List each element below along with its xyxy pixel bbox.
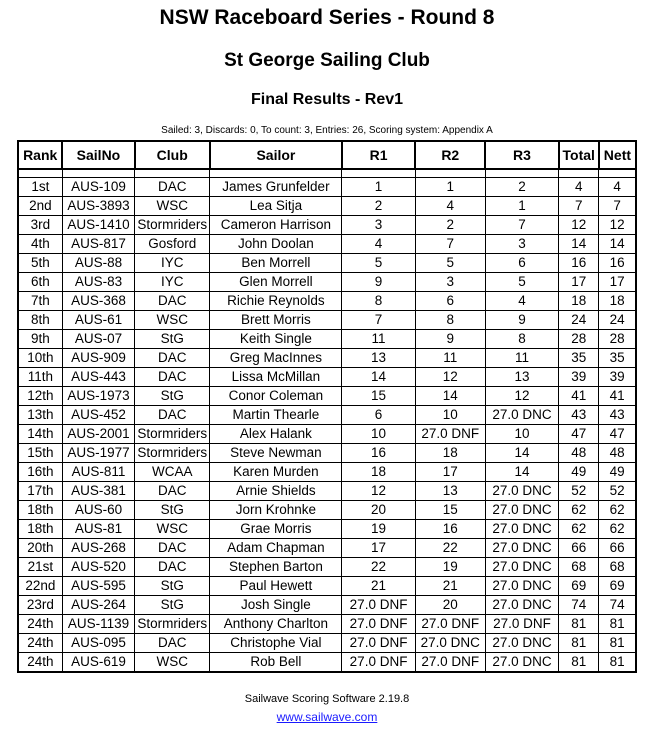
cell-total: 62	[559, 520, 599, 539]
table-row	[18, 444, 636, 463]
cell-rank: 23rd	[18, 596, 62, 615]
cell-nett: 62	[599, 501, 636, 520]
cell-sailor: Josh Single	[210, 596, 342, 615]
col-club-header: Club	[135, 141, 210, 169]
cell-total: 17	[559, 273, 599, 292]
cell-club: DAC	[135, 178, 210, 197]
cell-total: 74	[559, 596, 599, 615]
cell-r2: 13	[415, 482, 485, 501]
cell-r3: 12	[485, 387, 558, 406]
cell-r2: 27.0 DNC	[415, 634, 485, 653]
cell-r1: 10	[342, 425, 415, 444]
cell-sailor: Steve Newman	[210, 444, 342, 463]
sailwave-link[interactable]: www.sailwave.com	[276, 710, 378, 724]
cell-nett: 14	[599, 235, 636, 254]
cell-total: 41	[559, 387, 599, 406]
col-r2-header: R2	[415, 141, 485, 169]
cell-r3: 14	[485, 463, 558, 482]
cell-rank: 4th	[18, 235, 62, 254]
cell-r2: 27.0 DNF	[415, 615, 485, 634]
cell-club: Stormriders	[135, 216, 210, 235]
cell-nett: 16	[599, 254, 636, 273]
cell-club: DAC	[135, 482, 210, 501]
table-row	[18, 197, 636, 216]
cell-rank: 24th	[18, 653, 62, 673]
cell-r1: 20	[342, 501, 415, 520]
cell-rank: 18th	[18, 501, 62, 520]
cell-nett: 18	[599, 292, 636, 311]
table-row	[18, 596, 636, 615]
cell-nett: 81	[599, 615, 636, 634]
cell-r2: 14	[415, 387, 485, 406]
cell-r2: 19	[415, 558, 485, 577]
cell-r2: 9	[415, 330, 485, 349]
cell-sailno: AUS-520	[62, 558, 134, 577]
cell-rank: 22nd	[18, 577, 62, 596]
cell-sailor: James Grunfelder	[210, 178, 342, 197]
table-row	[18, 273, 636, 292]
cell-sailno: AUS-61	[62, 311, 134, 330]
cell-rank: 21st	[18, 558, 62, 577]
table-row	[18, 539, 636, 558]
cell-sailno: AUS-1410	[62, 216, 134, 235]
cell-r1: 5	[342, 254, 415, 273]
cell-club: IYC	[135, 254, 210, 273]
cell-nett: 49	[599, 463, 636, 482]
results-body	[18, 169, 636, 672]
table-row	[18, 235, 636, 254]
cell-nett: 62	[599, 520, 636, 539]
cell-rank: 6th	[18, 273, 62, 292]
table-row	[18, 406, 636, 425]
cell-sailor: Ben Morrell	[210, 254, 342, 273]
cell-club: StG	[135, 596, 210, 615]
col-r1-header: R1	[342, 141, 415, 169]
table-row	[18, 463, 636, 482]
cell-r3: 11	[485, 349, 558, 368]
cell-sailor: Martin Thearle	[210, 406, 342, 425]
cell-total: 16	[559, 254, 599, 273]
cell-club: Stormriders	[135, 615, 210, 634]
cell-sailno: AUS-595	[62, 577, 134, 596]
cell-sailor: Greg MacInnes	[210, 349, 342, 368]
cell-sailor: Richie Reynolds	[210, 292, 342, 311]
cell-nett: 41	[599, 387, 636, 406]
cell-sailor: Anthony Charlton	[210, 615, 342, 634]
cell-sailno: AUS-07	[62, 330, 134, 349]
cell-nett: 39	[599, 368, 636, 387]
cell-sailno: AUS-81	[62, 520, 134, 539]
cell-rank: 2nd	[18, 197, 62, 216]
table-row	[18, 216, 636, 235]
cell-sailno: AUS-381	[62, 482, 134, 501]
cell-sailor: Brett Morris	[210, 311, 342, 330]
cell-total: 39	[559, 368, 599, 387]
cell-sailno: AUS-268	[62, 539, 134, 558]
cell-club: Gosford	[135, 235, 210, 254]
cell-rank: 9th	[18, 330, 62, 349]
cell-r3: 27.0 DNC	[485, 406, 558, 425]
cell-sailor: Jorn Krohnke	[210, 501, 342, 520]
spacer-row	[18, 169, 636, 178]
cell-r1: 1	[342, 178, 415, 197]
cell-sailor: Lissa McMillan	[210, 368, 342, 387]
table-row	[18, 387, 636, 406]
table-row	[18, 330, 636, 349]
cell-sailno: AUS-817	[62, 235, 134, 254]
table-row	[18, 558, 636, 577]
cell-total: 24	[559, 311, 599, 330]
cell-sailno: AUS-1977	[62, 444, 134, 463]
cell-nett: 28	[599, 330, 636, 349]
cell-sailor: Karen Murden	[210, 463, 342, 482]
cell-r1: 13	[342, 349, 415, 368]
cell-r3: 3	[485, 235, 558, 254]
cell-sailor: Christophe Vial	[210, 634, 342, 653]
cell-total: 81	[559, 615, 599, 634]
cell-club: Stormriders	[135, 444, 210, 463]
cell-total: 35	[559, 349, 599, 368]
cell-r3: 27.0 DNC	[485, 539, 558, 558]
cell-total: 18	[559, 292, 599, 311]
cell-rank: 14th	[18, 425, 62, 444]
cell-rank: 17th	[18, 482, 62, 501]
cell-club: StG	[135, 330, 210, 349]
page-title: NSW Raceboard Series - Round 8	[159, 6, 495, 29]
cell-r3: 9	[485, 311, 558, 330]
cell-r2: 10	[415, 406, 485, 425]
cell-r3: 6	[485, 254, 558, 273]
cell-r1: 4	[342, 235, 415, 254]
cell-sailor: Grae Morris	[210, 520, 342, 539]
cell-r2: 4	[415, 197, 485, 216]
cell-total: 81	[559, 653, 599, 673]
cell-r3: 27.0 DNF	[485, 615, 558, 634]
cell-sailno: AUS-83	[62, 273, 134, 292]
cell-nett: 66	[599, 539, 636, 558]
cell-sailor: Stephen Barton	[210, 558, 342, 577]
cell-r3: 13	[485, 368, 558, 387]
cell-r1: 2	[342, 197, 415, 216]
cell-rank: 20th	[18, 539, 62, 558]
cell-r3: 1	[485, 197, 558, 216]
cell-r3: 7	[485, 216, 558, 235]
cell-sailno: AUS-452	[62, 406, 134, 425]
results-title: Final Results - Rev1	[250, 91, 404, 108]
cell-r3: 27.0 DNC	[485, 558, 558, 577]
cell-rank: 11th	[18, 368, 62, 387]
cell-r1: 9	[342, 273, 415, 292]
cell-sailno: AUS-1973	[62, 387, 134, 406]
cell-sailor: John Doolan	[210, 235, 342, 254]
cell-r2: 12	[415, 368, 485, 387]
cell-r2: 1	[415, 178, 485, 197]
cell-rank: 8th	[18, 311, 62, 330]
cell-nett: 7	[599, 197, 636, 216]
table-row	[18, 615, 636, 634]
cell-club: StG	[135, 501, 210, 520]
table-row	[18, 501, 636, 520]
cell-r2: 22	[415, 539, 485, 558]
cell-total: 47	[559, 425, 599, 444]
cell-r2: 11	[415, 349, 485, 368]
cell-r1: 16	[342, 444, 415, 463]
cell-total: 68	[559, 558, 599, 577]
cell-club: DAC	[135, 349, 210, 368]
cell-rank: 10th	[18, 349, 62, 368]
cell-r1: 3	[342, 216, 415, 235]
cell-total: 66	[559, 539, 599, 558]
cell-sailno: AUS-2001	[62, 425, 134, 444]
cell-r2: 5	[415, 254, 485, 273]
cell-club: StG	[135, 577, 210, 596]
cell-r3: 10	[485, 425, 558, 444]
cell-rank: 1st	[18, 178, 62, 197]
cell-sailno: AUS-3893	[62, 197, 134, 216]
cell-sailno: AUS-60	[62, 501, 134, 520]
cell-r3: 27.0 DNC	[485, 520, 558, 539]
cell-club: IYC	[135, 273, 210, 292]
cell-r2: 18	[415, 444, 485, 463]
cell-nett: 69	[599, 577, 636, 596]
cell-r2: 15	[415, 501, 485, 520]
table-row	[18, 311, 636, 330]
cell-r1: 8	[342, 292, 415, 311]
cell-rank: 13th	[18, 406, 62, 425]
cell-r3: 27.0 DNC	[485, 596, 558, 615]
cell-rank: 7th	[18, 292, 62, 311]
cell-nett: 81	[599, 634, 636, 653]
cell-r3: 2	[485, 178, 558, 197]
table-row	[18, 425, 636, 444]
cell-sailno: AUS-109	[62, 178, 134, 197]
cell-r1: 27.0 DNF	[342, 653, 415, 673]
col-r3-header: R3	[485, 141, 558, 169]
cell-r1: 15	[342, 387, 415, 406]
cell-r1: 19	[342, 520, 415, 539]
cell-total: 14	[559, 235, 599, 254]
cell-r3: 14	[485, 444, 558, 463]
table-row	[18, 634, 636, 653]
cell-club: StG	[135, 387, 210, 406]
cell-rank: 3rd	[18, 216, 62, 235]
cell-sailno: AUS-619	[62, 653, 134, 673]
cell-sailor: Adam Chapman	[210, 539, 342, 558]
cell-nett: 47	[599, 425, 636, 444]
table-row	[18, 482, 636, 501]
cell-r3: 27.0 DNC	[485, 577, 558, 596]
cell-club: WSC	[135, 520, 210, 539]
cell-club: DAC	[135, 292, 210, 311]
cell-r3: 5	[485, 273, 558, 292]
cell-sailno: AUS-264	[62, 596, 134, 615]
cell-nett: 4	[599, 178, 636, 197]
cell-club: Stormriders	[135, 425, 210, 444]
cell-total: 48	[559, 444, 599, 463]
cell-sailor: Paul Hewett	[210, 577, 342, 596]
cell-r1: 27.0 DNF	[342, 596, 415, 615]
cell-total: 28	[559, 330, 599, 349]
cell-r1: 27.0 DNF	[342, 634, 415, 653]
cell-club: DAC	[135, 558, 210, 577]
cell-r3: 8	[485, 330, 558, 349]
cell-nett: 48	[599, 444, 636, 463]
table-row	[18, 577, 636, 596]
table-row	[18, 292, 636, 311]
cell-r1: 22	[342, 558, 415, 577]
cell-sailor: Arnie Shields	[210, 482, 342, 501]
cell-sailor: Conor Coleman	[210, 387, 342, 406]
cell-r1: 17	[342, 539, 415, 558]
cell-r3: 27.0 DNC	[485, 482, 558, 501]
header-row	[18, 141, 636, 169]
cell-nett: 74	[599, 596, 636, 615]
cell-r2: 16	[415, 520, 485, 539]
cell-r1: 27.0 DNF	[342, 615, 415, 634]
cell-sailno: AUS-443	[62, 368, 134, 387]
col-sailor-header: Sailor	[210, 141, 342, 169]
cell-club: DAC	[135, 368, 210, 387]
cell-rank: 24th	[18, 634, 62, 653]
cell-club: WSC	[135, 311, 210, 330]
cell-total: 49	[559, 463, 599, 482]
cell-r1: 12	[342, 482, 415, 501]
cell-nett: 52	[599, 482, 636, 501]
cell-sailno: AUS-811	[62, 463, 134, 482]
table-row	[18, 653, 636, 673]
cell-total: 43	[559, 406, 599, 425]
cell-sailno: AUS-368	[62, 292, 134, 311]
cell-r2: 6	[415, 292, 485, 311]
cell-club: DAC	[135, 406, 210, 425]
cell-nett: 35	[599, 349, 636, 368]
cell-rank: 18th	[18, 520, 62, 539]
cell-sailor: Cameron Harrison	[210, 216, 342, 235]
cell-nett: 68	[599, 558, 636, 577]
cell-sailor: Keith Single	[210, 330, 342, 349]
cell-r2: 3	[415, 273, 485, 292]
col-nett-header: Nett	[599, 141, 636, 169]
cell-total: 52	[559, 482, 599, 501]
cell-r1: 7	[342, 311, 415, 330]
cell-total: 69	[559, 577, 599, 596]
cell-r1: 18	[342, 463, 415, 482]
cell-total: 81	[559, 634, 599, 653]
cell-rank: 15th	[18, 444, 62, 463]
table-row	[18, 254, 636, 273]
cell-r1: 11	[342, 330, 415, 349]
cell-r3: 27.0 DNC	[485, 501, 558, 520]
col-sailno-header: SailNo	[62, 141, 134, 169]
cell-total: 7	[559, 197, 599, 216]
cell-total: 4	[559, 178, 599, 197]
cell-sailor: Lea Sitja	[210, 197, 342, 216]
club-name: St George Sailing Club	[224, 50, 430, 71]
cell-sailor: Alex Halank	[210, 425, 342, 444]
cell-r2: 8	[415, 311, 485, 330]
cell-nett: 43	[599, 406, 636, 425]
table-row	[18, 178, 636, 197]
cell-r1: 21	[342, 577, 415, 596]
cell-sailno: AUS-88	[62, 254, 134, 273]
cell-nett: 81	[599, 653, 636, 673]
cell-r3: 27.0 DNC	[485, 634, 558, 653]
cell-r2: 27.0 DNF	[415, 425, 485, 444]
results-table	[17, 140, 637, 673]
cell-r2: 27.0 DNF	[415, 653, 485, 673]
cell-r2: 7	[415, 235, 485, 254]
cell-club: WCAA	[135, 463, 210, 482]
table-row	[18, 368, 636, 387]
cell-sailno: AUS-909	[62, 349, 134, 368]
cell-r1: 6	[342, 406, 415, 425]
cell-total: 12	[559, 216, 599, 235]
cell-rank: 16th	[18, 463, 62, 482]
cell-sailor: Rob Bell	[210, 653, 342, 673]
cell-r3: 4	[485, 292, 558, 311]
cell-nett: 12	[599, 216, 636, 235]
table-row	[18, 349, 636, 368]
cell-r1: 14	[342, 368, 415, 387]
cell-r2: 21	[415, 577, 485, 596]
cell-nett: 24	[599, 311, 636, 330]
scoring-summary: Sailed: 3, Discards: 0, To count: 3, Entries: 26, Scoring system: Appendix A	[161, 125, 493, 136]
cell-club: WSC	[135, 197, 210, 216]
cell-club: DAC	[135, 539, 210, 558]
software-credit: Sailwave Scoring Software 2.19.8	[244, 693, 410, 705]
cell-club: WSC	[135, 653, 210, 673]
cell-rank: 12th	[18, 387, 62, 406]
cell-r2: 2	[415, 216, 485, 235]
cell-rank: 24th	[18, 615, 62, 634]
cell-r2: 20	[415, 596, 485, 615]
table-row	[18, 520, 636, 539]
cell-sailno: AUS-1139	[62, 615, 134, 634]
cell-sailor: Glen Morrell	[210, 273, 342, 292]
cell-club: DAC	[135, 634, 210, 653]
cell-nett: 17	[599, 273, 636, 292]
col-rank-header: Rank	[18, 141, 62, 169]
cell-sailno: AUS-095	[62, 634, 134, 653]
cell-total: 62	[559, 501, 599, 520]
cell-rank: 5th	[18, 254, 62, 273]
cell-r3: 27.0 DNC	[485, 653, 558, 673]
col-total-header: Total	[559, 141, 599, 169]
cell-r2: 17	[415, 463, 485, 482]
